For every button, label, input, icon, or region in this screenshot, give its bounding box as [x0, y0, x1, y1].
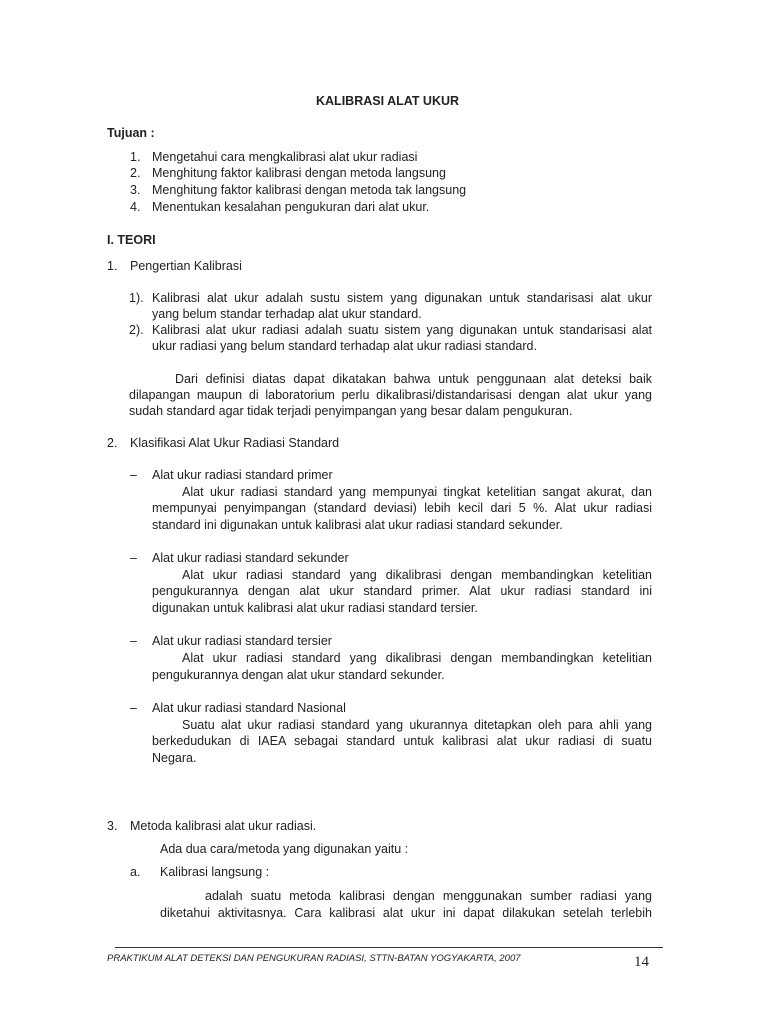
- sub-item-title: Kalibrasi langsung :: [160, 865, 270, 879]
- definition-line: yang belum standar terhadap alat ukur standard.: [152, 307, 422, 321]
- item-title: Alat ukur radiasi standard tersier: [152, 634, 332, 648]
- item-line: Alat ukur radiasi standard yang mempunyai tingkat ketelitian sangat akurat, dan: [182, 485, 652, 499]
- list-item: Menghitung faktor kalibrasi dengan metoda langsung: [152, 166, 446, 180]
- page-number: 14: [634, 954, 649, 970]
- definition-line: Kalibrasi alat ukur radiasi adalah suatu sistem yang digunakan untuk standarisasi alat: [152, 323, 652, 337]
- subsection-number: 1.: [107, 259, 118, 273]
- item-title: Alat ukur radiasi standard primer: [152, 468, 333, 482]
- dash-bullet: –: [130, 551, 137, 565]
- definition-number: 2).: [129, 323, 144, 337]
- subsection-title: Pengertian Kalibrasi: [130, 259, 242, 273]
- list-number: 3.: [130, 183, 141, 197]
- footer-text: PRAKTIKUM ALAT DETEKSI DAN PENGUKURAN RADIASI, STTN-BATAN YOGYAKARTA, 2007: [107, 953, 521, 964]
- page-title: KALIBRASI ALAT UKUR: [316, 94, 460, 108]
- item-line: standard ini digunakan untuk kalibrasi alat ukur radiasi standard sekunder.: [152, 518, 563, 532]
- tujuan-heading: Tujuan :: [107, 126, 155, 140]
- item-title: Alat ukur radiasi standard sekunder: [152, 551, 349, 565]
- dash-bullet: –: [130, 468, 137, 482]
- dash-bullet: –: [130, 701, 137, 715]
- footer-divider: [115, 947, 663, 948]
- definition-line: Kalibrasi alat ukur adalah sustu sistem yang digunakan untuk standarisasi alat ukur: [152, 291, 652, 305]
- intro-text: Ada dua cara/metoda yang digunakan yaitu :: [160, 842, 409, 856]
- definition-number: 1).: [129, 291, 144, 305]
- item-line: Negara.: [152, 751, 197, 765]
- paragraph-line: Dari definisi diatas dapat dikatakan bahwa untuk penggunaan alat deteksi baik: [175, 372, 652, 386]
- definition-line: ukur radiasi yang belum standard terhadap alat ukur radiasi standard.: [152, 339, 537, 353]
- sub-item-line: adalah suatu metoda kalibrasi dengan menggunakan sumber radiasi yang: [205, 889, 652, 903]
- paragraph-line: dilapangan maupun di laboratorium perlu dikalibrasi/distandarisasi dengan alat ukur yang: [129, 388, 652, 402]
- paragraph-line: sudah standard agar tidak terjadi penyimpangan yang besar dalam pengukuran.: [129, 404, 573, 418]
- subsection-number: 2.: [107, 436, 118, 450]
- item-line: pengukurannya dengan alat ukur standard sekunder.: [152, 668, 445, 682]
- dash-bullet: –: [130, 634, 137, 648]
- item-line: Suatu alat ukur radiasi standard yang ukurannya ditetapkan oleh para ahli yang: [182, 718, 652, 732]
- list-number: 1.: [130, 150, 141, 164]
- list-item: Menentukan kesalahan pengukuran dari alat ukur.: [152, 200, 430, 214]
- list-number: 4.: [130, 200, 141, 214]
- subsection-title: Metoda kalibrasi alat ukur radiasi.: [130, 819, 317, 833]
- subsection-title: Klasifikasi Alat Ukur Radiasi Standard: [130, 436, 340, 450]
- item-line: mempunyai penyimpangan (standard deviasi) lebih kecil dari 5 %. Alat ukur radiasi: [152, 501, 652, 515]
- item-line: Alat ukur radiasi standard yang dikalibrasi dengan membandingkan ketelitian: [182, 651, 652, 665]
- list-item: Menghitung faktor kalibrasi dengan metoda tak langsung: [152, 183, 467, 197]
- list-number: 2.: [130, 166, 141, 180]
- item-line: digunakan untuk kalibrasi alat ukur radiasi standard tersier.: [152, 601, 478, 615]
- item-line: berkedudukan di IAEA sebagai standard untuk kalibrasi alat ukur radiasi di suatu: [152, 734, 652, 748]
- item-title: Alat ukur radiasi standard Nasional: [152, 701, 346, 715]
- section-heading: I. TEORI: [107, 233, 156, 247]
- item-line: pengukurannya dengan alat ukur standard primer. Alat ukur radiasi standard ini: [152, 584, 652, 598]
- list-item: Mengetahui cara mengkalibrasi alat ukur radiasi: [152, 150, 418, 164]
- sub-item-letter: a.: [130, 865, 141, 879]
- sub-item-line: diketahui aktivitasnya. Cara kalibrasi alat ukur ini dapat dilakukan setelah terlebih: [160, 906, 652, 920]
- subsection-number: 3.: [107, 819, 118, 833]
- item-line: Alat ukur radiasi standard yang dikalibrasi dengan membandingkan ketelitian: [182, 568, 652, 582]
